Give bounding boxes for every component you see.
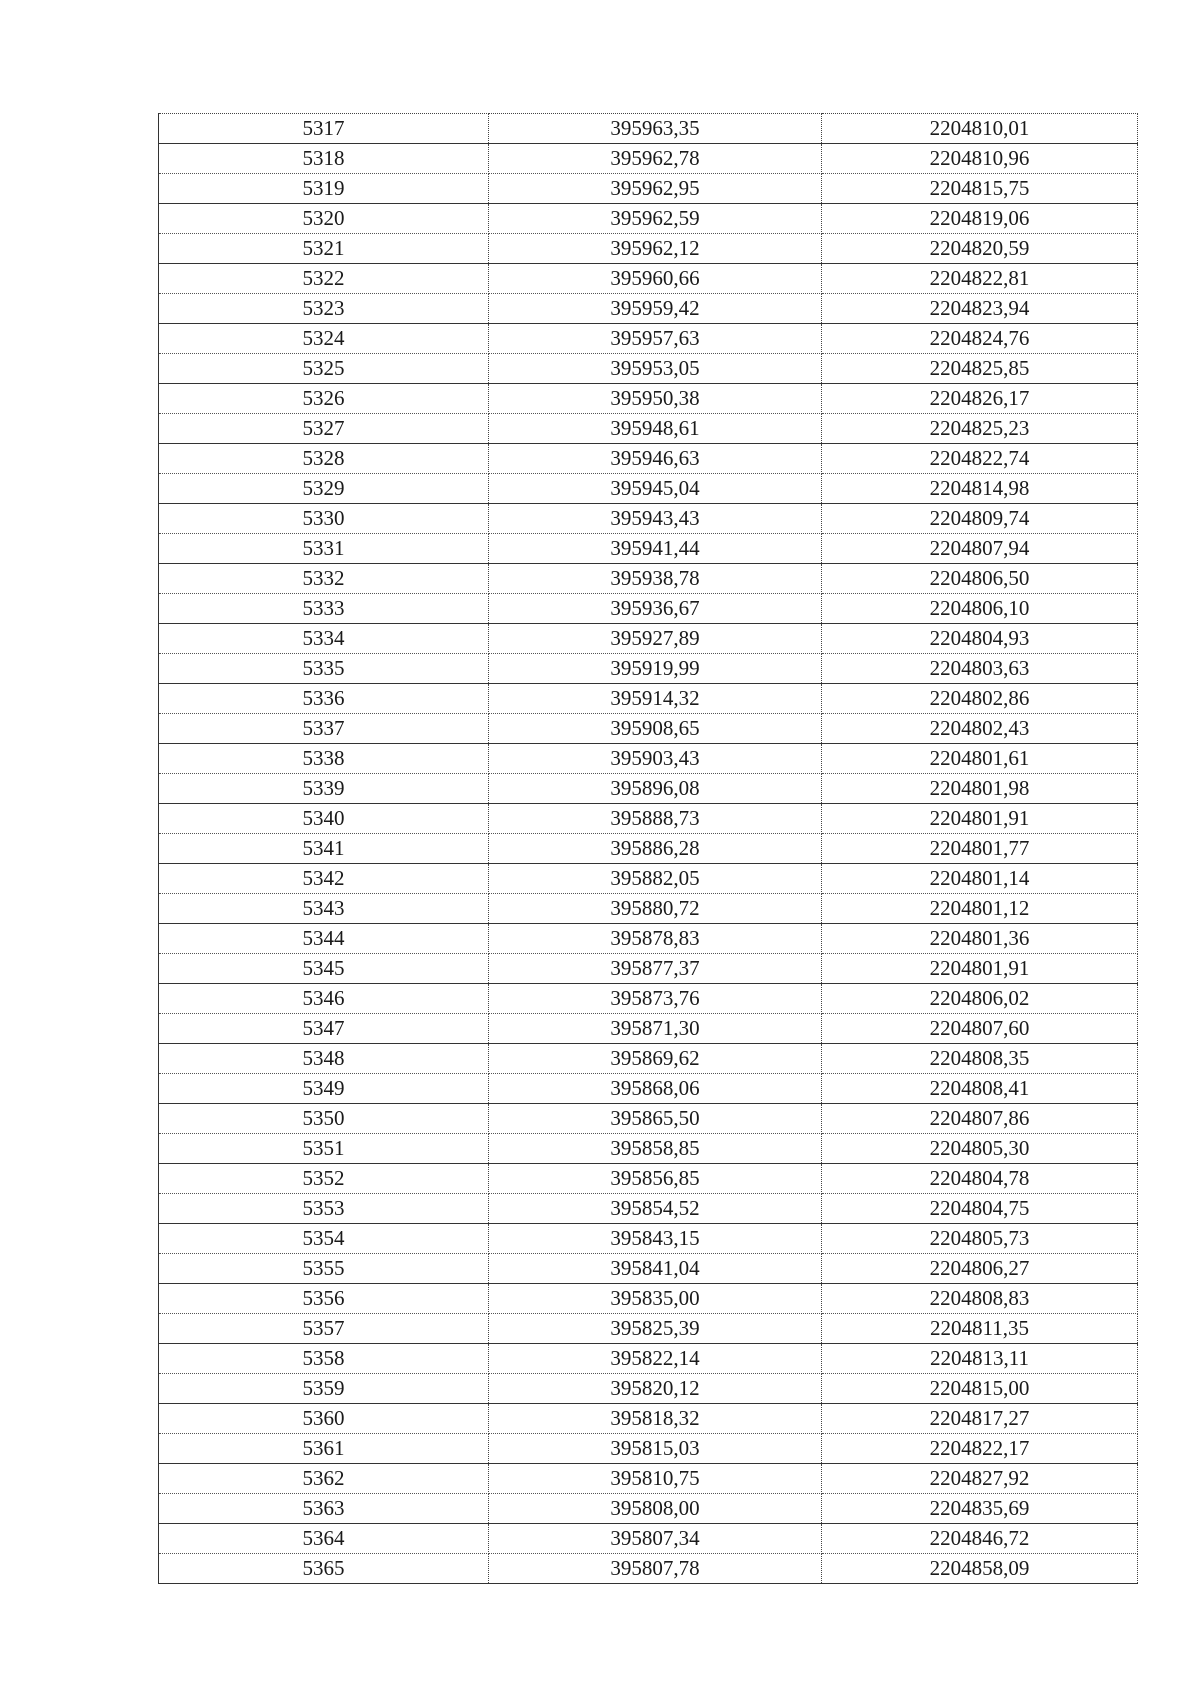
x-coordinate-cell: 395825,39 bbox=[489, 1314, 822, 1344]
y-coordinate-cell: 2204807,86 bbox=[822, 1104, 1138, 1134]
y-coordinate-cell: 2204807,60 bbox=[822, 1014, 1138, 1044]
y-coordinate-cell: 2204806,02 bbox=[822, 984, 1138, 1014]
point-number-cell: 5347 bbox=[159, 1014, 489, 1044]
y-coordinate-cell: 2204810,01 bbox=[822, 114, 1138, 144]
y-coordinate-cell: 2204808,41 bbox=[822, 1074, 1138, 1104]
point-number-cell: 5339 bbox=[159, 774, 489, 804]
table-row bbox=[159, 384, 1138, 414]
point-number-cell: 5320 bbox=[159, 204, 489, 234]
table-row bbox=[159, 954, 1138, 984]
point-number-cell: 5331 bbox=[159, 534, 489, 564]
table-row bbox=[159, 414, 1138, 444]
table-row bbox=[159, 534, 1138, 564]
point-number-cell: 5341 bbox=[159, 834, 489, 864]
y-coordinate-cell: 2204835,69 bbox=[822, 1494, 1138, 1524]
point-number-cell: 5362 bbox=[159, 1464, 489, 1494]
y-coordinate-cell: 2204810,96 bbox=[822, 144, 1138, 174]
x-coordinate-cell: 395873,76 bbox=[489, 984, 822, 1014]
table-row bbox=[159, 684, 1138, 714]
point-number-cell: 5365 bbox=[159, 1554, 489, 1584]
x-coordinate-cell: 395858,85 bbox=[489, 1134, 822, 1164]
table-row bbox=[159, 174, 1138, 204]
point-number-cell: 5349 bbox=[159, 1074, 489, 1104]
table-row bbox=[159, 564, 1138, 594]
x-coordinate-cell: 395946,63 bbox=[489, 444, 822, 474]
point-number-cell: 5355 bbox=[159, 1254, 489, 1284]
y-coordinate-cell: 2204804,78 bbox=[822, 1164, 1138, 1194]
x-coordinate-cell: 395941,44 bbox=[489, 534, 822, 564]
y-coordinate-cell: 2204811,35 bbox=[822, 1314, 1138, 1344]
point-number-cell: 5323 bbox=[159, 294, 489, 324]
point-number-cell: 5361 bbox=[159, 1434, 489, 1464]
x-coordinate-cell: 395914,32 bbox=[489, 684, 822, 714]
y-coordinate-cell: 2204817,27 bbox=[822, 1404, 1138, 1434]
point-number-cell: 5364 bbox=[159, 1524, 489, 1554]
point-number-cell: 5354 bbox=[159, 1224, 489, 1254]
table-row bbox=[159, 234, 1138, 264]
table-row bbox=[159, 354, 1138, 384]
y-coordinate-cell: 2204814,98 bbox=[822, 474, 1138, 504]
y-coordinate-cell: 2204804,93 bbox=[822, 624, 1138, 654]
table-row bbox=[159, 594, 1138, 624]
table-row bbox=[159, 1134, 1138, 1164]
point-number-cell: 5342 bbox=[159, 864, 489, 894]
table-row bbox=[159, 204, 1138, 234]
x-coordinate-cell: 395903,43 bbox=[489, 744, 822, 774]
table-row bbox=[159, 1554, 1138, 1584]
coordinates-table-body bbox=[159, 114, 1138, 1584]
y-coordinate-cell: 2204825,85 bbox=[822, 354, 1138, 384]
x-coordinate-cell: 395948,61 bbox=[489, 414, 822, 444]
x-coordinate-cell: 395807,78 bbox=[489, 1554, 822, 1584]
table-row bbox=[159, 1524, 1138, 1554]
y-coordinate-cell: 2204801,91 bbox=[822, 804, 1138, 834]
y-coordinate-cell: 2204803,63 bbox=[822, 654, 1138, 684]
table-row bbox=[159, 924, 1138, 954]
table-row bbox=[159, 1074, 1138, 1104]
table-row bbox=[159, 324, 1138, 354]
point-number-cell: 5319 bbox=[159, 174, 489, 204]
y-coordinate-cell: 2204858,09 bbox=[822, 1554, 1138, 1584]
point-number-cell: 5344 bbox=[159, 924, 489, 954]
table-row bbox=[159, 804, 1138, 834]
x-coordinate-cell: 395856,85 bbox=[489, 1164, 822, 1194]
point-number-cell: 5326 bbox=[159, 384, 489, 414]
point-number-cell: 5325 bbox=[159, 354, 489, 384]
table-row bbox=[159, 1014, 1138, 1044]
x-coordinate-cell: 395919,99 bbox=[489, 654, 822, 684]
point-number-cell: 5346 bbox=[159, 984, 489, 1014]
table-row bbox=[159, 1374, 1138, 1404]
point-number-cell: 5363 bbox=[159, 1494, 489, 1524]
point-number-cell: 5358 bbox=[159, 1344, 489, 1374]
y-coordinate-cell: 2204805,73 bbox=[822, 1224, 1138, 1254]
table-row bbox=[159, 984, 1138, 1014]
y-coordinate-cell: 2204822,81 bbox=[822, 264, 1138, 294]
x-coordinate-cell: 395878,83 bbox=[489, 924, 822, 954]
x-coordinate-cell: 395808,00 bbox=[489, 1494, 822, 1524]
y-coordinate-cell: 2204806,10 bbox=[822, 594, 1138, 624]
x-coordinate-cell: 395960,66 bbox=[489, 264, 822, 294]
table-row bbox=[159, 444, 1138, 474]
x-coordinate-cell: 395869,62 bbox=[489, 1044, 822, 1074]
point-number-cell: 5351 bbox=[159, 1134, 489, 1164]
y-coordinate-cell: 2204822,74 bbox=[822, 444, 1138, 474]
table-row bbox=[159, 1164, 1138, 1194]
point-number-cell: 5359 bbox=[159, 1374, 489, 1404]
point-number-cell: 5332 bbox=[159, 564, 489, 594]
table-row bbox=[159, 744, 1138, 774]
x-coordinate-cell: 395959,42 bbox=[489, 294, 822, 324]
x-coordinate-cell: 395953,05 bbox=[489, 354, 822, 384]
x-coordinate-cell: 395888,73 bbox=[489, 804, 822, 834]
table-row bbox=[159, 714, 1138, 744]
x-coordinate-cell: 395880,72 bbox=[489, 894, 822, 924]
x-coordinate-cell: 395927,89 bbox=[489, 624, 822, 654]
table-row bbox=[159, 1464, 1138, 1494]
table-row bbox=[159, 1194, 1138, 1224]
x-coordinate-cell: 395943,43 bbox=[489, 504, 822, 534]
y-coordinate-cell: 2204827,92 bbox=[822, 1464, 1138, 1494]
point-number-cell: 5357 bbox=[159, 1314, 489, 1344]
x-coordinate-cell: 395815,03 bbox=[489, 1434, 822, 1464]
table-row bbox=[159, 1344, 1138, 1374]
x-coordinate-cell: 395882,05 bbox=[489, 864, 822, 894]
y-coordinate-cell: 2204806,27 bbox=[822, 1254, 1138, 1284]
point-number-cell: 5360 bbox=[159, 1404, 489, 1434]
x-coordinate-cell: 395962,78 bbox=[489, 144, 822, 174]
y-coordinate-cell: 2204819,06 bbox=[822, 204, 1138, 234]
point-number-cell: 5329 bbox=[159, 474, 489, 504]
x-coordinate-cell: 395936,67 bbox=[489, 594, 822, 624]
y-coordinate-cell: 2204806,50 bbox=[822, 564, 1138, 594]
table-row bbox=[159, 774, 1138, 804]
y-coordinate-cell: 2204815,75 bbox=[822, 174, 1138, 204]
x-coordinate-cell: 395963,35 bbox=[489, 114, 822, 144]
y-coordinate-cell: 2204820,59 bbox=[822, 234, 1138, 264]
x-coordinate-cell: 395908,65 bbox=[489, 714, 822, 744]
point-number-cell: 5333 bbox=[159, 594, 489, 624]
point-number-cell: 5334 bbox=[159, 624, 489, 654]
x-coordinate-cell: 395945,04 bbox=[489, 474, 822, 504]
point-number-cell: 5353 bbox=[159, 1194, 489, 1224]
x-coordinate-cell: 395957,63 bbox=[489, 324, 822, 354]
table-row bbox=[159, 1254, 1138, 1284]
point-number-cell: 5317 bbox=[159, 114, 489, 144]
x-coordinate-cell: 395835,00 bbox=[489, 1284, 822, 1314]
x-coordinate-cell: 395962,95 bbox=[489, 174, 822, 204]
y-coordinate-cell: 2204804,75 bbox=[822, 1194, 1138, 1224]
table-row bbox=[159, 1224, 1138, 1254]
table-row bbox=[159, 474, 1138, 504]
point-number-cell: 5356 bbox=[159, 1284, 489, 1314]
table-row bbox=[159, 144, 1138, 174]
table-row bbox=[159, 264, 1138, 294]
coordinates-table bbox=[158, 113, 1138, 1584]
point-number-cell: 5328 bbox=[159, 444, 489, 474]
table-row bbox=[159, 624, 1138, 654]
x-coordinate-cell: 395896,08 bbox=[489, 774, 822, 804]
point-number-cell: 5348 bbox=[159, 1044, 489, 1074]
table-row bbox=[159, 114, 1138, 144]
point-number-cell: 5321 bbox=[159, 234, 489, 264]
x-coordinate-cell: 395818,32 bbox=[489, 1404, 822, 1434]
y-coordinate-cell: 2204801,77 bbox=[822, 834, 1138, 864]
y-coordinate-cell: 2204826,17 bbox=[822, 384, 1138, 414]
y-coordinate-cell: 2204809,74 bbox=[822, 504, 1138, 534]
x-coordinate-cell: 395962,12 bbox=[489, 234, 822, 264]
y-coordinate-cell: 2204802,86 bbox=[822, 684, 1138, 714]
x-coordinate-cell: 395841,04 bbox=[489, 1254, 822, 1284]
table-row bbox=[159, 654, 1138, 684]
point-number-cell: 5336 bbox=[159, 684, 489, 714]
y-coordinate-cell: 2204801,14 bbox=[822, 864, 1138, 894]
y-coordinate-cell: 2204801,36 bbox=[822, 924, 1138, 954]
table-row bbox=[159, 1314, 1138, 1344]
point-number-cell: 5324 bbox=[159, 324, 489, 354]
table-row bbox=[159, 894, 1138, 924]
y-coordinate-cell: 2204823,94 bbox=[822, 294, 1138, 324]
y-coordinate-cell: 2204801,61 bbox=[822, 744, 1138, 774]
table-row bbox=[159, 504, 1138, 534]
table-row bbox=[159, 834, 1138, 864]
y-coordinate-cell: 2204801,91 bbox=[822, 954, 1138, 984]
y-coordinate-cell: 2204808,83 bbox=[822, 1284, 1138, 1314]
point-number-cell: 5335 bbox=[159, 654, 489, 684]
point-number-cell: 5327 bbox=[159, 414, 489, 444]
point-number-cell: 5322 bbox=[159, 264, 489, 294]
table-row bbox=[159, 1404, 1138, 1434]
y-coordinate-cell: 2204808,35 bbox=[822, 1044, 1138, 1074]
point-number-cell: 5338 bbox=[159, 744, 489, 774]
table-row bbox=[159, 864, 1138, 894]
x-coordinate-cell: 395938,78 bbox=[489, 564, 822, 594]
y-coordinate-cell: 2204813,11 bbox=[822, 1344, 1138, 1374]
x-coordinate-cell: 395820,12 bbox=[489, 1374, 822, 1404]
table-row bbox=[159, 1284, 1138, 1314]
y-coordinate-cell: 2204805,30 bbox=[822, 1134, 1138, 1164]
point-number-cell: 5345 bbox=[159, 954, 489, 984]
table-row bbox=[159, 1044, 1138, 1074]
table-row bbox=[159, 1104, 1138, 1134]
table-row bbox=[159, 1434, 1138, 1464]
x-coordinate-cell: 395822,14 bbox=[489, 1344, 822, 1374]
x-coordinate-cell: 395950,38 bbox=[489, 384, 822, 414]
point-number-cell: 5330 bbox=[159, 504, 489, 534]
point-number-cell: 5352 bbox=[159, 1164, 489, 1194]
x-coordinate-cell: 395854,52 bbox=[489, 1194, 822, 1224]
y-coordinate-cell: 2204815,00 bbox=[822, 1374, 1138, 1404]
y-coordinate-cell: 2204807,94 bbox=[822, 534, 1138, 564]
x-coordinate-cell: 395871,30 bbox=[489, 1014, 822, 1044]
point-number-cell: 5318 bbox=[159, 144, 489, 174]
x-coordinate-cell: 395886,28 bbox=[489, 834, 822, 864]
point-number-cell: 5337 bbox=[159, 714, 489, 744]
y-coordinate-cell: 2204802,43 bbox=[822, 714, 1138, 744]
x-coordinate-cell: 395877,37 bbox=[489, 954, 822, 984]
y-coordinate-cell: 2204824,76 bbox=[822, 324, 1138, 354]
point-number-cell: 5343 bbox=[159, 894, 489, 924]
x-coordinate-cell: 395807,34 bbox=[489, 1524, 822, 1554]
y-coordinate-cell: 2204822,17 bbox=[822, 1434, 1138, 1464]
y-coordinate-cell: 2204801,12 bbox=[822, 894, 1138, 924]
table-row bbox=[159, 294, 1138, 324]
x-coordinate-cell: 395810,75 bbox=[489, 1464, 822, 1494]
point-number-cell: 5340 bbox=[159, 804, 489, 834]
y-coordinate-cell: 2204846,72 bbox=[822, 1524, 1138, 1554]
x-coordinate-cell: 395962,59 bbox=[489, 204, 822, 234]
point-number-cell: 5350 bbox=[159, 1104, 489, 1134]
table-row bbox=[159, 1494, 1138, 1524]
y-coordinate-cell: 2204825,23 bbox=[822, 414, 1138, 444]
x-coordinate-cell: 395868,06 bbox=[489, 1074, 822, 1104]
y-coordinate-cell: 2204801,98 bbox=[822, 774, 1138, 804]
x-coordinate-cell: 395843,15 bbox=[489, 1224, 822, 1254]
x-coordinate-cell: 395865,50 bbox=[489, 1104, 822, 1134]
